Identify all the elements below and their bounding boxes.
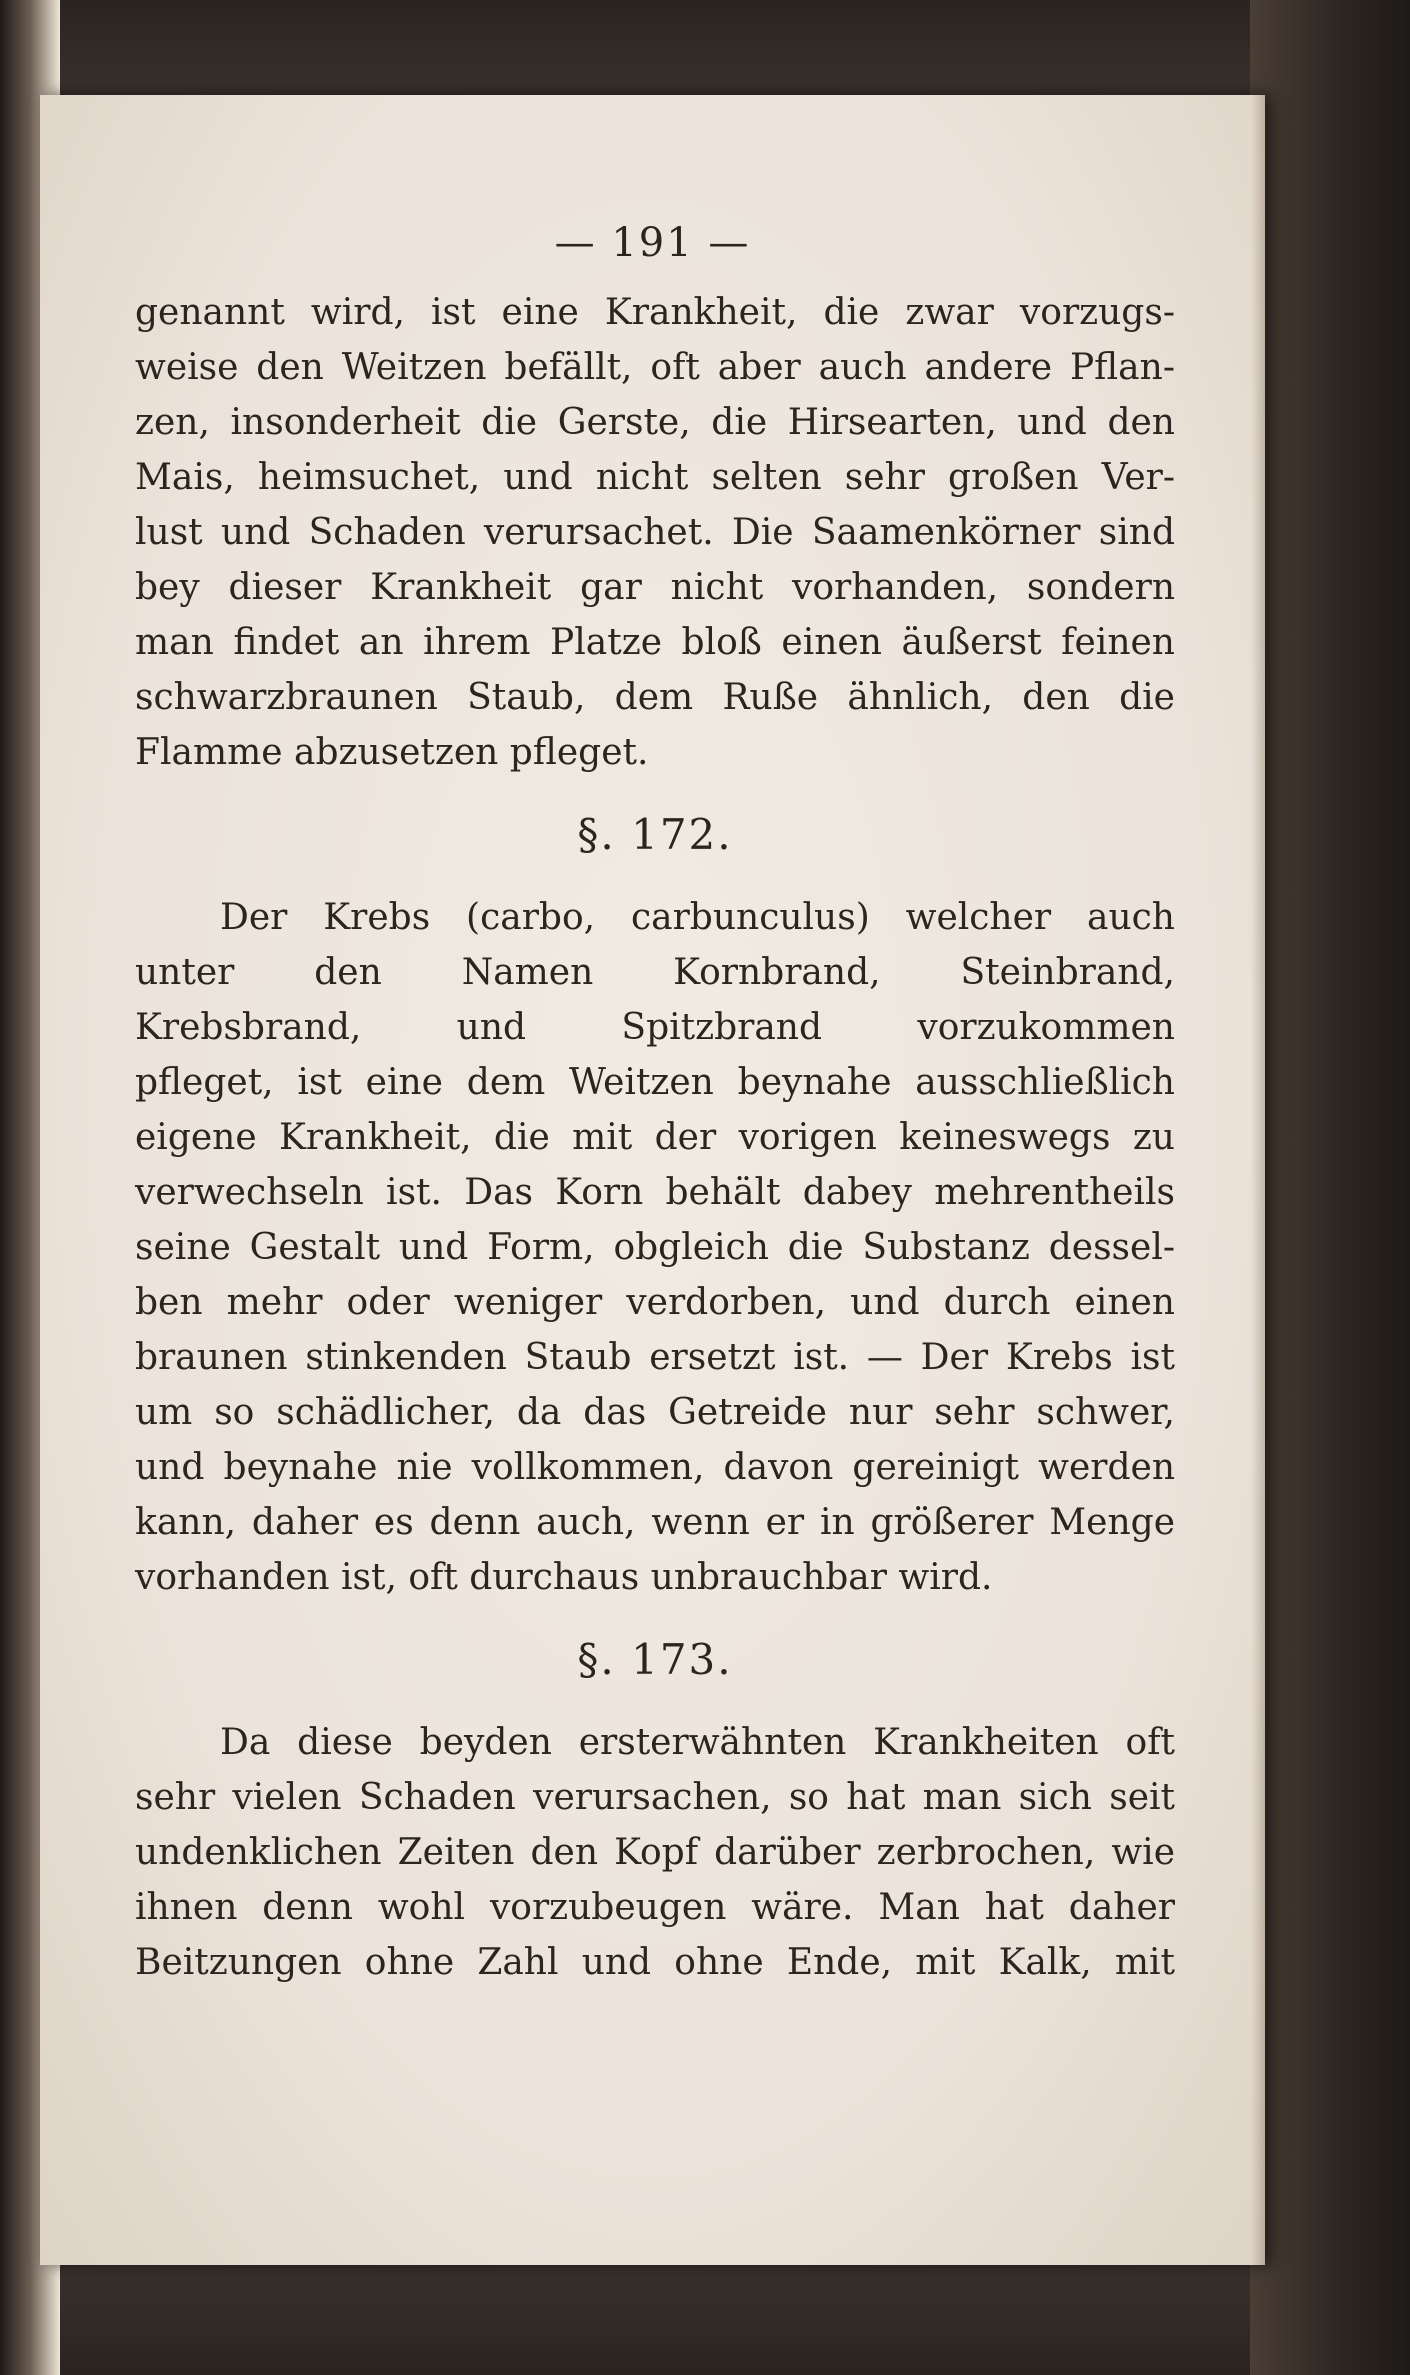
text-line: ihnen denn wohl vorzubeugen wäre. Man hat daher [135, 1887, 1175, 1928]
text-line: sehr vielen Schaden verursachen, so hat man sich seit [135, 1777, 1175, 1818]
text-line: ben mehr oder weniger verdorben, und durch einen [135, 1282, 1175, 1323]
text-line: zen, insonderheit die Gerste, die Hirsearten, und den [135, 402, 1175, 443]
text-line: braunen stinkenden Staub ersetzt ist. — Der Krebs ist [135, 1337, 1175, 1378]
text-line: und beynahe nie vollkommen, davon gereinigt werden [135, 1447, 1175, 1488]
text-line: bey dieser Krankheit gar nicht vorhanden, sondern [135, 567, 1175, 608]
page-edge-shadow [1251, 95, 1265, 2265]
text-line: verwechseln ist. Das Korn behält dabey mehrentheils [135, 1172, 1175, 1213]
text-line: man findet an ihrem Platze bloß einen äußerst feinen [135, 622, 1175, 663]
text-line: Der Krebs (carbo, carbunculus) welcher auch [220, 897, 1175, 938]
page-number-header: — 191 — [554, 220, 751, 266]
book-page [40, 95, 1265, 2265]
text-line: seine Gestalt und Form, obgleich die Substanz dessel- [135, 1227, 1175, 1268]
text-line: pfleget, ist eine dem Weitzen beynahe ausschließlich [135, 1062, 1175, 1103]
text-line: um so schädlicher, da das Getreide nur sehr schwer, [135, 1392, 1175, 1433]
binding-top [0, 0, 1410, 110]
binding-right [1250, 0, 1410, 2375]
paragraph-173 [135, 1715, 1175, 1990]
text-line: vorhanden ist, oft durchaus unbrauchbar wird. [135, 1557, 993, 1598]
text-line: Beitzungen ohne Zahl und ohne Ende, mit Kalk, mit [135, 1942, 1175, 1983]
text-line: Da diese beyden ersterwähnten Krankheiten oft [220, 1722, 1175, 1763]
text-line: Mais, heimsuchet, und nicht selten sehr großen Ver- [135, 457, 1175, 498]
paragraph-continued [135, 285, 1175, 780]
text-line: schwarzbraunen Staub, dem Ruße ähnlich, den die [135, 677, 1175, 718]
text-line: weise den Weitzen befällt, oft aber auch andere Pflan- [135, 347, 1175, 388]
section-heading-173: §. 173. [577, 1635, 733, 1684]
text-line: lust und Schaden verursachet. Die Saamenkörner sind [135, 512, 1175, 553]
binding-bottom [0, 2255, 1410, 2375]
text-line: undenklichen Zeiten den Kopf darüber zerbrochen, wie [135, 1832, 1175, 1873]
text-line: unter den Namen Kornbrand, Steinbrand, [135, 952, 1175, 993]
text-line: Krebsbrand, und Spitzbrand vorzukommen [135, 1007, 1175, 1048]
text-line: Flamme abzusetzen pfleget. [135, 732, 649, 773]
text-line: kann, daher es denn auch, wenn er in größerer Menge [135, 1502, 1175, 1543]
page-text [135, 285, 1175, 1990]
paragraph-172 [135, 890, 1175, 1605]
text-line: eigene Krankheit, die mit der vorigen keineswegs zu [135, 1117, 1175, 1158]
section-heading-172: §. 172. [577, 810, 733, 859]
text-line: genannt wird, ist eine Krankheit, die zwar vorzugs- [135, 292, 1175, 333]
